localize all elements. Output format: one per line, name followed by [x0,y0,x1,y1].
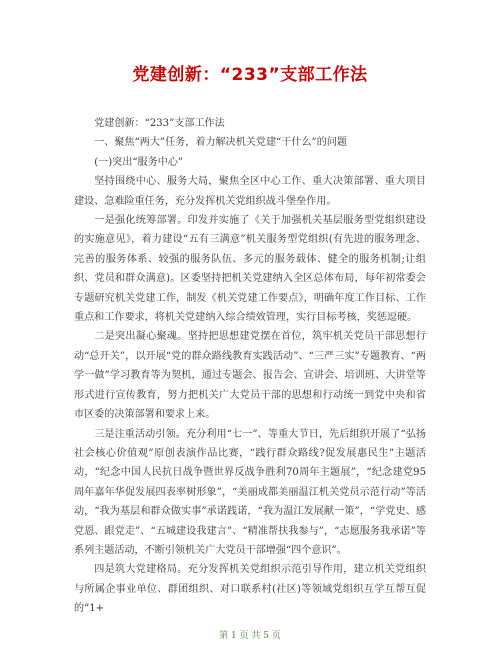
subsection-heading: (一)突出“服务中心” [94,156,184,168]
document-title: 党建创新：“233”支部工作法 [132,65,368,85]
page-footer: 第 1 页 共 5 页 [219,631,281,641]
paragraph: 四是筑大党建格局。充分发挥机关党组织示范引导作用，建立机关党组织与所属企事业单位、群团组织、对口联系村(社区)等领域党组织互学互帮互促的“1+ [74,564,426,615]
paragraph: 三是注重活动引领。充分利用“七一”、等重大节日，先后组织开展了“弘扬社会核心价值观”原创表演作品比赛，“践行群众路线?促发展惠民生”主题活动，“纪念中国人民抗日战争暨世界反战争胜利70周年主题展”，“纪念建党95周年嘉年华促发展四表率树形象”，“美丽成都美丽温江机关党员示范行动”等活动，“我为基层和群众做实事”承诺践诺，“我为温江发展献一策”，“学党史、感党恩、跟党走”、“五城建设我建言”、“精准帮扶我参与”，“志愿服务我承诺”等系列主题活动，不断引领机关广大党员干部增强“四个意识”。 [74,428,426,556]
paragraph: 一是强化统筹部署。印发并实施了《关于加强机关基层服务型党组织建设的实施意见》，着力建设“五有三满意”机关服务型党组织(有先进的服务理念、完善的服务体系、较强的服务队伍、多元的服务载体、健全的服务机制;让组织、党员和群众满意)。区委坚持把机关党建纳入全区总体布局，每年初常委会专题研究机关党建工作，制发《机关党建工作要点》，明确年度工作目标、工作重点和工作要求，将机关党建纳入综合绩效管理，实行目标考核，奖惩逗硬。 [74,215,426,324]
paragraph: 二是突出凝心聚魂。坚持把思想建党摆在首位，筑牢机关党员干部思想行动“总开关”，以开展“党的群众路线教育实践活动”、“三严三实”专题教育、“两学一做”学习教育等为契机，通过专题会、报告会、宣讲会、培训班、大讲堂等形式进行宣传教育，努力把机关广大党员干部的思想和行动统一到党中央和省市区委的决策部署和要求上来。 [74,331,426,421]
paragraph: 党建创新：“233”支部工作法 [94,118,225,129]
document-body [74,114,426,619]
section-heading: 一、聚焦“两大”任务，着力解决机关党建“干什么”的问题 [94,137,347,149]
paragraph: 坚持围绕中心、服务大局，聚焦全区中心工作、重大决策部署、重大项目建设、急难险重任务，充分发挥机关党组织战斗堡垒作用。 [74,176,426,207]
